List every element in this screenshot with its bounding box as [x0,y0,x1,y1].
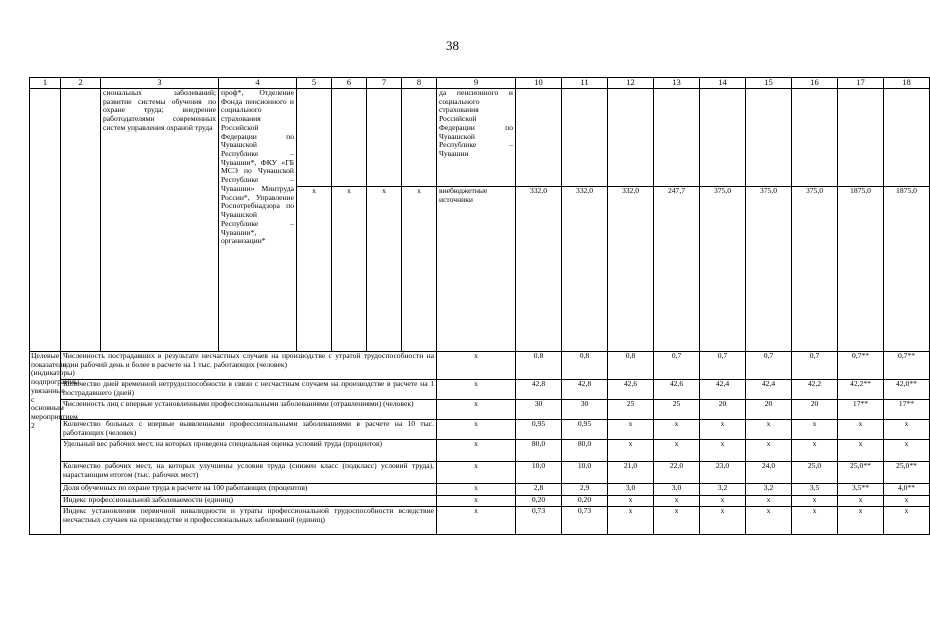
indicator-value: x [792,420,838,440]
empty-cell [562,89,608,187]
column-number: 11 [562,78,608,89]
row-b-value: 1875,0 [838,187,884,352]
row-b-value: 332,0 [562,187,608,352]
indicator-value: 17** [838,400,884,420]
indicator-value: 42,2** [838,380,884,400]
indicator-value: 80,0 [516,440,562,462]
indicator-value: x [792,496,838,507]
row-b-value: x [367,187,402,352]
indicator-value: 0,7 [746,352,792,380]
indicator-value: 80,0 [562,440,608,462]
row-b-value: 247,7 [654,187,700,352]
indicator-value: 0,20 [562,496,608,507]
row-b-value: 375,0 [746,187,792,352]
indicator-value: x [654,507,700,535]
column-number: 14 [700,78,746,89]
empty-cell [516,89,562,187]
indicator-value: 42,4 [746,380,792,400]
indicator-name: Индекс профессиональной заболеваемости (единиц) [61,496,437,507]
indicator-value: 22,0 [654,462,700,484]
indicator-value: x [437,352,516,380]
indicator-row [30,507,930,535]
indicator-value: 0,7** [884,352,930,380]
indicator-value: x [654,496,700,507]
empty-cell [608,89,654,187]
indicator-value: x [884,507,930,535]
indicator-value: 25 [608,400,654,420]
indicator-value: 2,9 [562,484,608,496]
indicator-value: x [437,380,516,400]
header-row [30,78,930,89]
indicator-value: x [437,507,516,535]
measure-description: сиональных заболеваний; развитие системы обучения по охране труда; внедрение работодателями современных систем управления охраной труда [101,89,219,352]
indicator-value: 42,6 [608,380,654,400]
indicator-value: 25,0 [792,462,838,484]
funding-source-b: внебюджетные источники [437,187,516,352]
row-b-value: 375,0 [792,187,838,352]
indicator-value: 17** [884,400,930,420]
column-number: 5 [297,78,332,89]
indicator-name: Удельный вес рабочих мест, на которых проведена специальная оценка условий труда (процентов) [61,440,437,462]
indicator-name: Количество рабочих мест, на которых улучшены условия труда (снижен класс (подкласс) условий труда), нарастающим итогом (тыс. рабочих мест) [61,462,437,484]
indicator-value: x [700,440,746,462]
indicator-value: x [608,420,654,440]
indicator-value: x [608,496,654,507]
indicator-value: 0,7 [654,352,700,380]
row-b-value: x [297,187,332,352]
indicator-value: x [700,496,746,507]
indicator-value: x [654,420,700,440]
empty-cell [700,89,746,187]
indicator-value: 21,0 [608,462,654,484]
indicator-value: 30 [562,400,608,420]
indicator-value: 3,2 [700,484,746,496]
column-number: 13 [654,78,700,89]
indicator-row [30,420,930,440]
row-b-value: x [332,187,367,352]
indicator-value: 0,8 [516,352,562,380]
empty-cell [884,89,930,187]
indicator-value: x [700,507,746,535]
indicator-value: x [437,462,516,484]
indicator-value: 3,5** [838,484,884,496]
indicator-value: 0,95 [562,420,608,440]
row-b-value: 332,0 [608,187,654,352]
indicator-value: x [746,420,792,440]
indicator-value: x [838,496,884,507]
empty-cell [332,89,367,187]
indicator-value: 0,20 [516,496,562,507]
funding-source-a: да пенсионного и социального страхования Российской Федерации по Чувашской Республике – Чувашии [437,89,516,187]
column-number: 6 [332,78,367,89]
indicator-value: 42,4 [700,380,746,400]
indicator-value: x [608,507,654,535]
empty-cell [61,89,101,352]
indicator-value: 42,2 [792,380,838,400]
indicator-value: 3,2 [746,484,792,496]
empty-cell [297,89,332,187]
indicator-value: x [437,484,516,496]
indicator-value: x [437,440,516,462]
row-b-value: 1875,0 [884,187,930,352]
indicator-value: 0,8 [608,352,654,380]
indicator-value: x [437,420,516,440]
indicator-value: 30 [516,400,562,420]
empty-cell [367,89,402,187]
indicator-row [30,440,930,462]
indicator-name: Доля обученных по охране труда в расчете на 100 работающих (процентов) [61,484,437,496]
indicator-value: x [654,440,700,462]
indicator-value: x [792,440,838,462]
indicator-value: x [746,440,792,462]
column-number: 3 [101,78,219,89]
indicator-value: 23,0 [700,462,746,484]
indicator-name: Количество дней временной нетрудоспособности в связи с несчастным случаем на производстве в расчете на 1 пострадавшего (дней) [61,380,437,400]
indicator-row [30,496,930,507]
column-number: 15 [746,78,792,89]
indicator-value: x [700,420,746,440]
empty-cell [654,89,700,187]
empty-cell [746,89,792,187]
column-number: 18 [884,78,930,89]
indicator-name: Численность пострадавших в результате несчастных случаев на производстве с утратой трудоспособности на один рабочий день и более в расчете на 1 тыс. работающих (человек) [61,352,437,380]
indicator-value: 42,8 [562,380,608,400]
column-number: 17 [838,78,884,89]
column-number: 2 [61,78,101,89]
column-number: 1 [30,78,61,89]
indicator-value: x [884,440,930,462]
indicator-value: 42,0** [884,380,930,400]
indicator-value: x [838,440,884,462]
indicator-value: 2,8 [516,484,562,496]
indicator-value: 10,0 [516,462,562,484]
program-table [29,77,930,535]
indicator-value: 0,7 [700,352,746,380]
empty-cell [792,89,838,187]
column-number: 10 [516,78,562,89]
empty-cell [838,89,884,187]
indicator-row [30,380,930,400]
indicator-value: x [608,440,654,462]
row-b-value: 332,0 [516,187,562,352]
indicator-name: Количество больных с впервые выявленными профессиональными заболеваниями в расчете на 10 тыс. работающих (человек) [61,420,437,440]
empty-cell [402,89,437,187]
indicator-row [30,484,930,496]
indicator-value: 3,0 [608,484,654,496]
indicator-value: 20 [746,400,792,420]
column-number: 16 [792,78,838,89]
indicator-value: x [746,496,792,507]
target-indicators-label: Целевые показатели (индикаторы) подпрограммы, увязанные с основным мероприятием 2 [30,352,61,535]
indicator-value: 25,0** [884,462,930,484]
indicator-value: 0,95 [516,420,562,440]
indicator-row [30,400,930,420]
column-number: 9 [437,78,516,89]
column-number: 4 [219,78,297,89]
indicator-value: 20 [700,400,746,420]
indicator-value: x [792,507,838,535]
indicator-value: 0,73 [562,507,608,535]
indicator-value: 3,0 [654,484,700,496]
indicator-value: 0,7 [792,352,838,380]
indicator-value: 20 [792,400,838,420]
indicator-row [30,462,930,484]
indicator-value: x [838,507,884,535]
indicator-value: 25,0** [838,462,884,484]
indicator-value: 42,8 [516,380,562,400]
indicator-value: 0,8 [562,352,608,380]
indicator-name: Численность лиц с впервые установленными профессиональными заболеваниями (отравлениями) (человек) [61,400,437,420]
indicator-value: 4,0** [884,484,930,496]
empty-cell [30,89,61,352]
measure-row-a [30,89,930,187]
indicator-value: x [437,496,516,507]
indicator-value: 0,7** [838,352,884,380]
indicator-value: 10,0 [562,462,608,484]
row-b-value: 375,0 [700,187,746,352]
indicator-value: x [437,400,516,420]
page-number: 38 [446,38,459,53]
column-number: 12 [608,78,654,89]
executors: проф*, Отделение Фонда пенсионного и социального страхования Российской Федерации по Чувашской Республике – Чувашии*, ФКУ «ГБ МСЭ по Чувашской Республике – Чувашии» Минтруда России*, Управление Роспотребнадзора по Чувашской Республике – Чувашии*, организации* [219,89,297,352]
indicator-value: 42,6 [654,380,700,400]
indicator-value: x [884,496,930,507]
indicator-value: 0,73 [516,507,562,535]
indicator-value: 25 [654,400,700,420]
indicator-value: x [746,507,792,535]
indicator-name: Индекс установления первичной инвалидности и утраты профессиональной трудоспособности вследствие несчастных случаев на производстве и профессиональных заболеваний (единиц) [61,507,437,535]
row-b-value: x [402,187,437,352]
column-number: 8 [402,78,437,89]
indicator-value: x [838,420,884,440]
indicator-row [30,352,930,380]
indicator-value: x [884,420,930,440]
indicator-value: 24,0 [746,462,792,484]
indicator-value: 3,5 [792,484,838,496]
column-number: 7 [367,78,402,89]
